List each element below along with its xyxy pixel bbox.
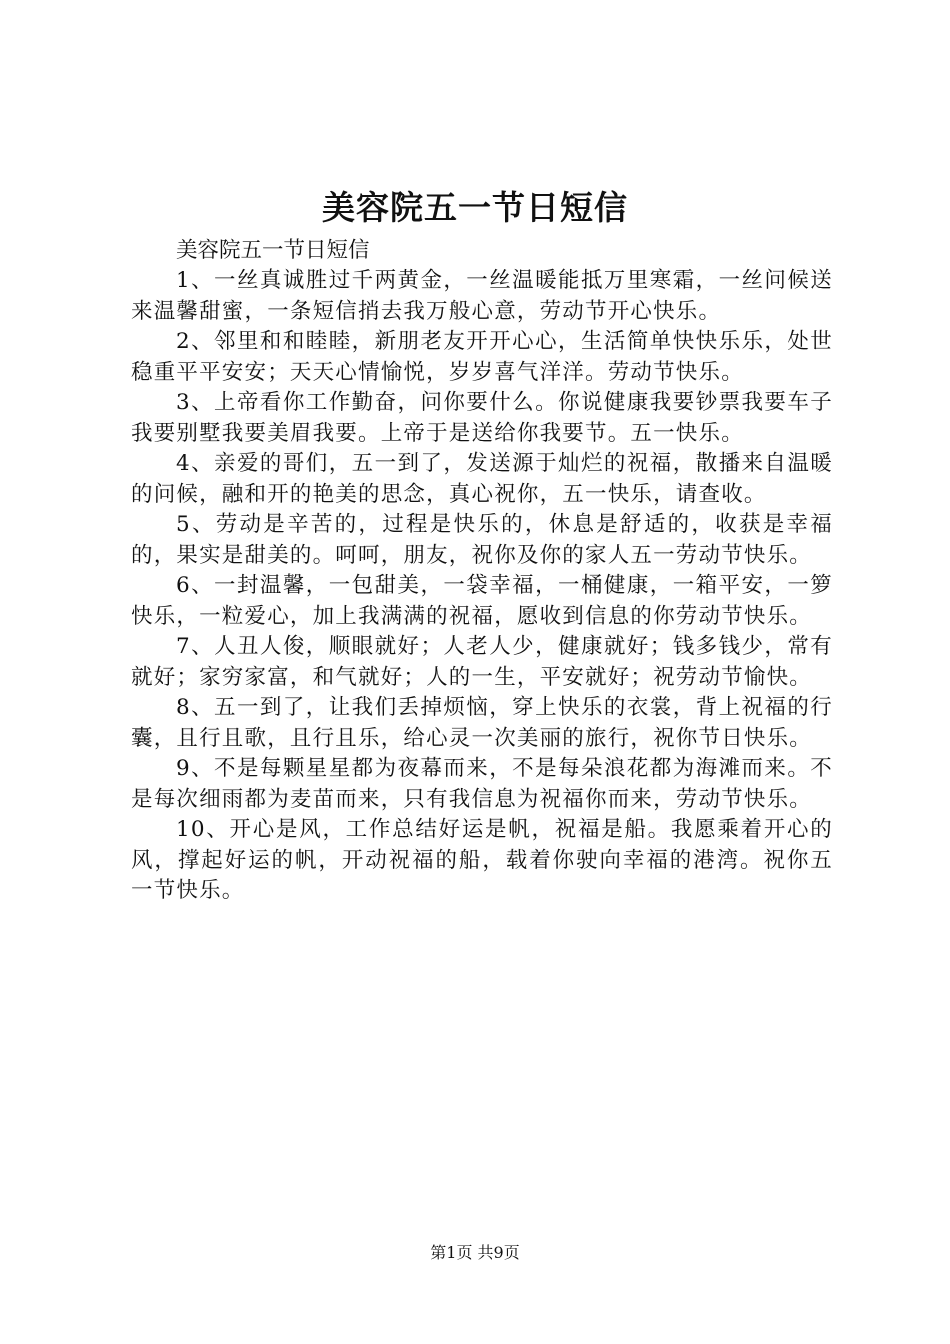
paragraph-6: 6、一封温馨，一包甜美，一袋幸福，一桶健康，一箱平安，一箩快乐，一粒爱心，加上我满满的祝福，愿收到信息的你劳动节快乐。 [131, 573, 833, 629]
paragraph-10: 10、开心是风，工作总结好运是帆，祝福是船。我愿乘着开心的风，撑起好运的帆，开动祝福的船，载着你驶向幸福的港湾。祝你五一节快乐。 [131, 817, 833, 903]
paragraph-1: 1、一丝真诚胜过千两黄金，一丝温暖能抵万里寒霜，一丝问候送来温馨甜蜜，一条短信捎去我万般心意，劳动节开心快乐。 [131, 268, 833, 324]
subtitle: 美容院五一节日短信 [176, 238, 370, 263]
paragraph-7: 7、人丑人俊，顺眼就好；人老人少，健康就好；钱多钱少，常有就好；家穷家富，和气就好；人的一生，平安就好；祝劳动节愉快。 [131, 634, 833, 690]
paragraph-3: 3、上帝看你工作勤奋，问你要什么。你说健康我要钞票我要车子我要别墅我要美眉我要。上帝于是送给你我要节。五一快乐。 [131, 390, 833, 446]
paragraph-5: 5、劳动是辛苦的，过程是快乐的，休息是舒适的，收获是幸福的，果实是甜美的。呵呵，朋友，祝你及你的家人五一劳动节快乐。 [131, 512, 833, 568]
paragraph-9: 9、不是每颗星星都为夜幕而来，不是每朵浪花都为海滩而来。不是每次细雨都为麦苗而来，只有我信息为祝福你而来，劳动节快乐。 [131, 756, 833, 812]
page-title: 美容院五一节日短信 [322, 188, 628, 227]
paragraph-2: 2、邻里和和睦睦，新朋老友开开心心，生活简单快快乐乐，处世稳重平平安安；天天心情愉悦，岁岁喜气洋洋。劳动节快乐。 [131, 329, 833, 385]
paragraph-8: 8、五一到了，让我们丢掉烦恼，穿上快乐的衣裳，背上祝福的行囊，且行且歌，且行且乐，给心灵一次美丽的旅行，祝你节日快乐。 [131, 695, 833, 751]
document-body [131, 236, 833, 907]
paragraph-4: 4、亲爱的哥们，五一到了，发送源于灿烂的祝福，散播来自温暖的问候，融和开的艳美的思念，真心祝你，五一快乐，请查收。 [131, 451, 833, 507]
page-number-footer: 第1页 共9页 [430, 1243, 520, 1262]
